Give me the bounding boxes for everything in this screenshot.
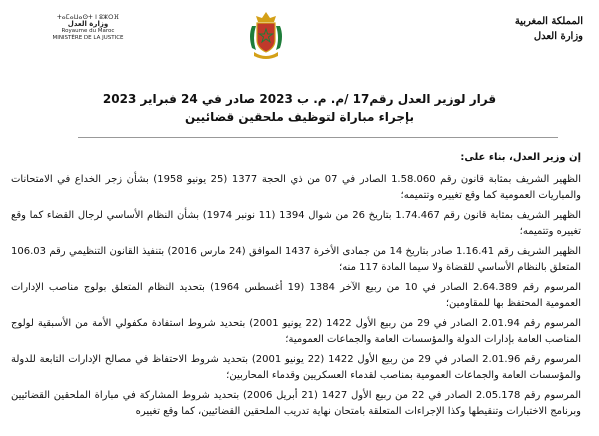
visa-paragraph: المرسوم رقم 2.01.94 الصادر في 29 من ربيع الأول 1422 (22 يونيو 2001) بتحديد شروط استفادة مكفولي الأمة من الأسبقية لولوج المناصب العامة بإدارات الدولة والمؤسسات العامة والجماعات العمومية؛ — [11, 317, 582, 345]
ministry-name-fr: MINISTÈRE DE LA JUSTICE — [52, 35, 124, 41]
title-divider — [78, 137, 558, 138]
kingdom-name-ar: المملكة المغربية — [514, 16, 583, 27]
tifinagh-ministry-name: ⵜⴰⵎⴰⵡⴰⵙⵜ ⵏ ⵓⵣⵔⴼ — [56, 14, 120, 21]
decree-intro: إن وزير العدل، بناء على: — [460, 152, 581, 163]
visa-paragraph: المرسوم رقم 2.05.178 الصادر في 22 من ربيع الأول 1427 (21 أبريل 2006) بتحديد شروط المشاركة في مباراة الملحقين القضائيين وبرنامج الاختبارات وتنقيطها وكذا الإجراءات المتعلقة بامتحان نهاية تدريب الملحقين القضائيين، كما وقع تغييره — [11, 389, 582, 417]
decree-title-line1: قرار لوزير العدل رقم17 /م. م. ب 2023 صادر في 24 فبراير 2023 — [102, 92, 497, 106]
visa-paragraph: الظهير الشريف رقم 1.16.41 صادر بتاريخ 14 من جمادى الأخرة 1437 الموافق (24 مارس 2016) بتنفيذ القانون التنظيمي رقم 106.03 المتعلق بالنظام الأساسي للقضاة ولا سيما المادة 117 منه؛ — [11, 245, 582, 273]
arabic-ministry-name: وزارة العدل — [67, 20, 109, 28]
visa-paragraph: المرسوم رقم 2.01.96 الصادر في 29 من ربيع الأول 1422 (22 يونيو 2001) بتحديد شروط الاحتفاظ في مصالح الإدارات التابعة للدولة والمؤسسات العامة والجماعات العمومية بمناصب لقدماء العسكريين وقدماء المحاربين؛ — [11, 353, 581, 381]
decree-title-line2: بإجراء مباراة لتوظيف ملحقين قضائيين — [184, 110, 415, 124]
decree-title — [0, 90, 599, 126]
ministry-name-ar: وزارة العدل — [533, 31, 583, 42]
visa-paragraph: الظهير الشريف بمثابة قانون رقم 1.58.060 الصادر في 07 من ذي الحجة 1377 (25 يونيو 1958) بشأن زجر الخداع في الامتحانات والمباريات العمومية كما وقع تغييره وتتميمه؛ — [11, 173, 581, 201]
ministry-logo-right — [503, 14, 583, 44]
royal-emblem-icon — [246, 10, 286, 62]
ministry-logo-left — [42, 14, 134, 42]
kingdom-name-fr: Royaume du Maroc — [61, 28, 115, 34]
decree-body — [11, 150, 581, 424]
visa-paragraph: المرسوم رقم 2.64.389 الصادر في 10 من ربيع الآخر 1384 (19 أغسطس 1964) بتحديد النظام المتعلق بولوج مناصب الإدارات العمومية المحتفظ بها للمقاومين؛ — [11, 281, 581, 309]
visa-paragraph: الظهير الشريف بمثابة قانون رقم 1.74.467 بتاريخ 26 من شوال 1394 (11 نونبر 1974) بشأن النظام الأساسي لرجال القضاء كما وقع تغييره وتتميمه؛ — [11, 209, 582, 237]
document-header — [0, 0, 599, 78]
